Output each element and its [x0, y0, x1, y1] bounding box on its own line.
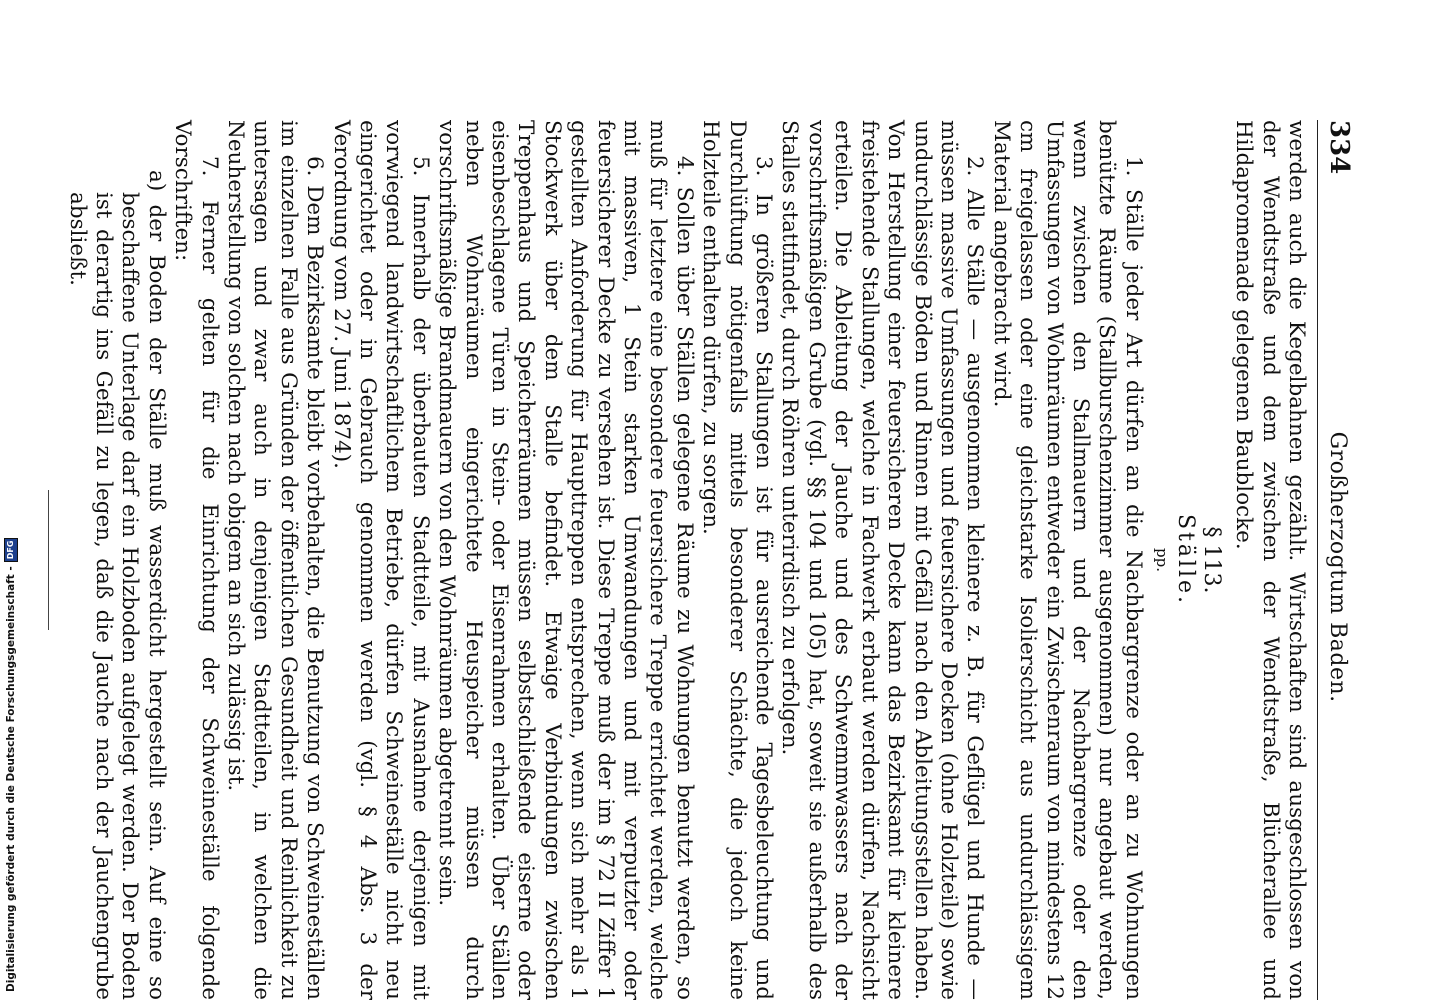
rotated-text-block — [64, 120, 1354, 1000]
digitization-credit — [4, 2, 20, 992]
section-heading — [1152, 120, 1224, 1000]
paragraph-3: 3. In größeren Stallungen ist für ausreichende Tagesbeleuchtung und Durchlüftung nötigenfalls mittels besonderer Schächte, die jedoch keine Holzteile enthalten dürfen, zu sorgen. — [698, 120, 777, 1000]
paragraph-2: 2. Alle Ställe — ausgenommen kleinere z. B. für Geflügel und Hunde — müssen massive Umfassungen und feuersichere Decken (ohne Holzteile) sowie undurchlässige Böden und Rinnen mit Gefäll nach den Ableitungsstellen haben. Von Herstellung einer feuersicheren Decke kann das Bezirksamt für kleinere freistehende Stallungen, welche in Fachwerk erbaut werden dürfen, Nachsicht erteilen. Die Ableitung der Jauche und des Schwemmwassers nach der vorschriftsmäßigen Grube (vgl. §§ 104 und 105) hat, soweit sie außerhalb des Stalles stattfindet, durch Röhren unterirdisch zu erfolgen. — [777, 120, 988, 1000]
section-title: Ställe. — [1172, 513, 1198, 607]
end-rule — [48, 490, 49, 630]
page-number: 334 — [1324, 120, 1354, 175]
credit-line — [4, 538, 18, 992]
paragraph-7: 7. Ferner gelten für die Einrichtung der Schweineställe folgende Vorschriften: — [170, 120, 222, 1000]
credit-text: Digitalisierung gefördert durch die Deutsche Forschungsgemeinschaft - — [5, 566, 17, 992]
paragraph-5: 5. Innerhalb der überbauten Stadtteile, mit Ausnahme derjenigen mit vorwiegend landwirtschaftlichem Betriebe, dürfen Schweineställe nicht neu eingerichtet oder in Gebrauch genommen werden (vgl. § 4 Abs. 3 der Verordnung vom 27. Juni 1874). — [328, 120, 433, 1000]
page-header — [1317, 120, 1352, 1000]
section-number: § 113. — [1198, 526, 1224, 594]
paragraph-1: 1. Ställe jeder Art dürfen an die Nachbargrenze oder an zu Wohnungen benützte Räume (Stallburschenzimmer ausgenommen) nur angebaut werden, wenn zwischen den Stallmauern und der Nachbargrenze oder den Umfassungen von Wohnräumen entweder ein Zwischenraum von mindestens 12 cm freigelassen oder eine gleichstarke Isolierschicht aus undurchlässigem Material angebracht wird. — [988, 120, 1146, 1000]
dfg-logo: DFG — [4, 538, 18, 563]
intro-paragraph: werden auch die Kegelbahnen gezählt. Wirtschaften sind ausgeschlossen von der Wendtstraße und dem zwischen der Wendtstraße, Blücherallee und Hildapromenade gelegenen Baublocke. — [1231, 120, 1309, 1000]
paragraph-4: 4. Sollen über Ställen gelegene Räume zu Wohnungen benutzt werden, so muß für letztere eine besondere feuersichere Treppe errichtet werden, welche mit massiven, 1 Stein starken Umwandungen und mit verputzter oder feuersicherer Decke zu versehen ist. Diese Treppe muß der im § 72 II Ziffer 1 gestellten Anforderung für Haupttreppen entsprechen, wenn sich mehr als 1 Stockwerk über dem Stalle befindet. Etwaige Verbindungen zwischen Treppenhaus und Speicherräumen müssen selbstschließende eiserne oder eisenbeschlagene Türen in Stein- oder Eisenrahmen erhalten. Über Ställen neben Wohnräumen eingerichtete Heuspeicher müssen durch vorschriftsmäßige Brandmauern von den Wohnräumen abgetrennt sein. — [434, 120, 697, 1000]
subitem-a: a) der Boden der Ställe muß wasserdicht hergestellt sein. Auf eine so beschaffene Unterlage darf ein Holzboden aufgelegt werden. Der Boden ist derartig ins Gefäll zu legen, daß die Jauche nach der Jauchengrube absließt. — [64, 170, 169, 1000]
section-pp: pp. — [1152, 548, 1171, 572]
paragraph-6: 6. Dem Bezirksamte bleibt vorbehalten, die Benutzung von Schweineställen im einzelnen Falle aus Gründen der öffentlichen Gesundheit und Reinlichkeit zu untersagen und zwar auch in denjenigen Stadtteilen, in welchen die Neuherstellung von solchen nach obigem an sich zulässig ist. — [222, 120, 328, 1000]
running-head: Großherzogtum Baden. — [1325, 431, 1350, 703]
